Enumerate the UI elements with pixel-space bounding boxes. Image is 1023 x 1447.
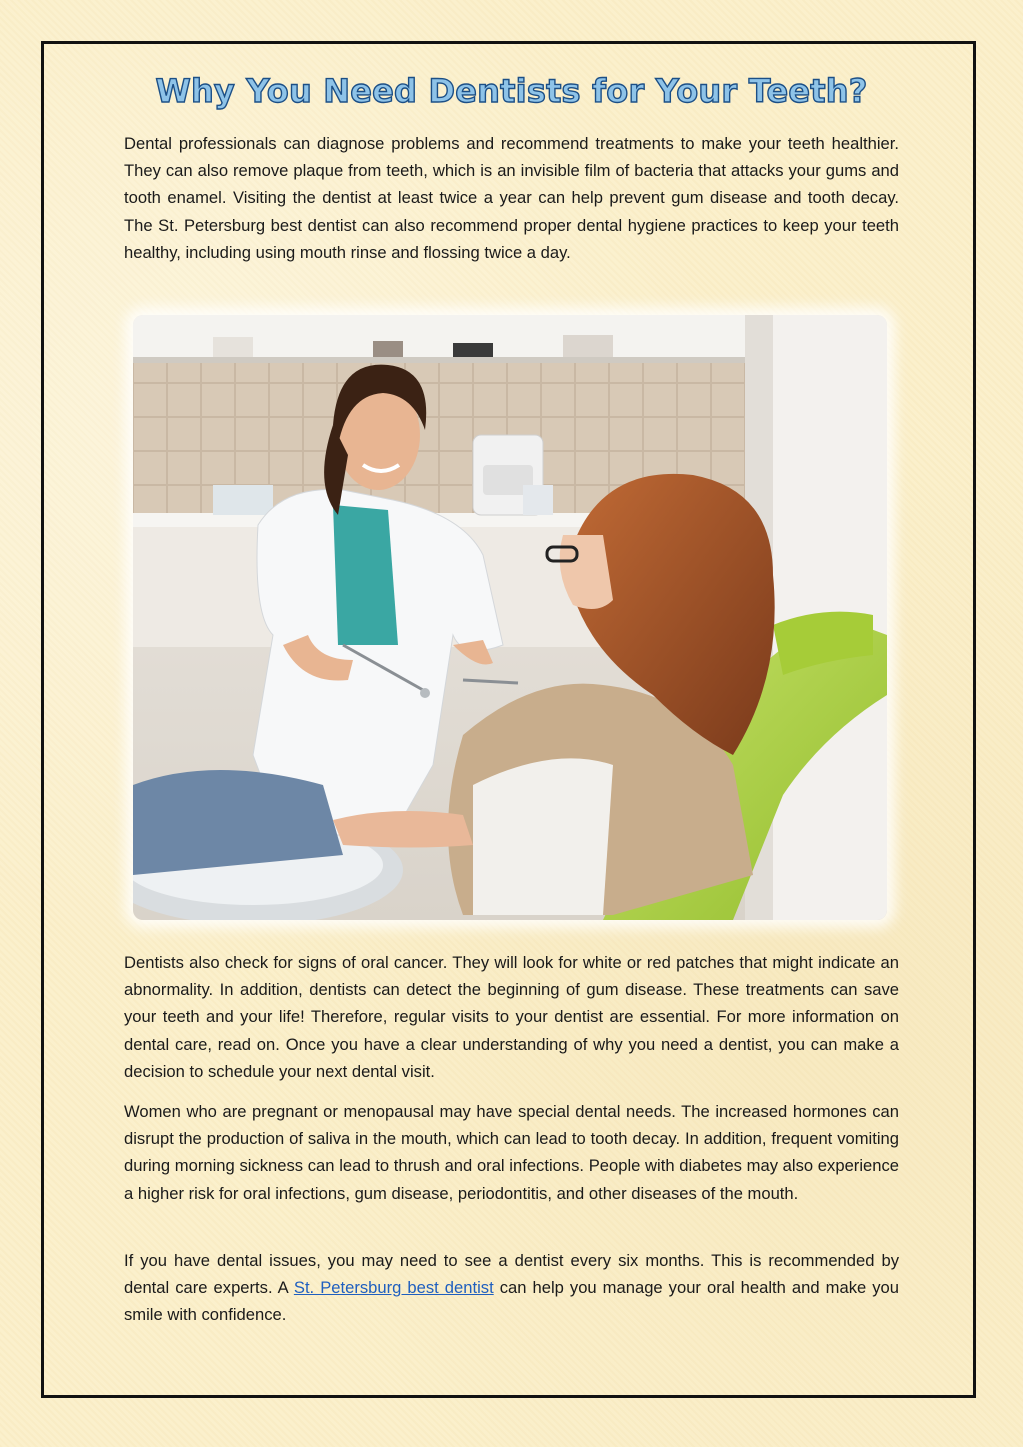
paragraph-special-needs: Women who are pregnant or menopausal may have special dental needs. The increased hormones can disrupt the production of saliva in the mouth, which can lead to tooth decay. In addition, frequent vomiting during morning sickness can lead to thrush and oral infections. People with diabetes may also experience a higher risk for oral infections, gum disease, periodontitis, and other diseases of the mouth. xyxy=(124,1102,899,1203)
paragraph-intro: Dental professionals can diagnose problems and recommend treatments to make your teeth healthier. They can also remove plaque from teeth, which is an invisible film of bacteria that attacks your gums and tooth enamel. Visiting the dentist at least twice a year can help prevent gum disease and tooth decay. The St. Petersburg best dentist can also recommend proper dental hygiene practices to keep your teeth healthy, including using mouth rinse and flossing twice a day. xyxy=(124,134,899,262)
conclusion-text-after: can help you manage your oral health and make you smile with confidence. xyxy=(124,1278,899,1325)
paragraph-conclusion xyxy=(124,1247,899,1329)
page-title: Why You Need Dentists for Your Teeth? xyxy=(155,72,868,110)
st-petersburg-dentist-link[interactable]: St. Petersburg best dentist xyxy=(293,1278,494,1298)
conclusion-text-before: If you have dental issues, you may need to see a dentist every six months. This is recommended by dental care experts. A xyxy=(124,1251,899,1298)
paragraph-oral-cancer: Dentists also check for signs of oral cancer. They will look for white or red patches that might indicate an abnormality. In addition, dentists can detect the beginning of gum disease. These treatments can save your teeth and your life! Therefore, regular visits to your dentist are essential. For more information on dental care, read on. Once you have a clear understanding of why you need a dentist, you can make a decision to schedule your next dental visit. xyxy=(124,953,899,1081)
dentist-patient-photo xyxy=(133,315,887,920)
